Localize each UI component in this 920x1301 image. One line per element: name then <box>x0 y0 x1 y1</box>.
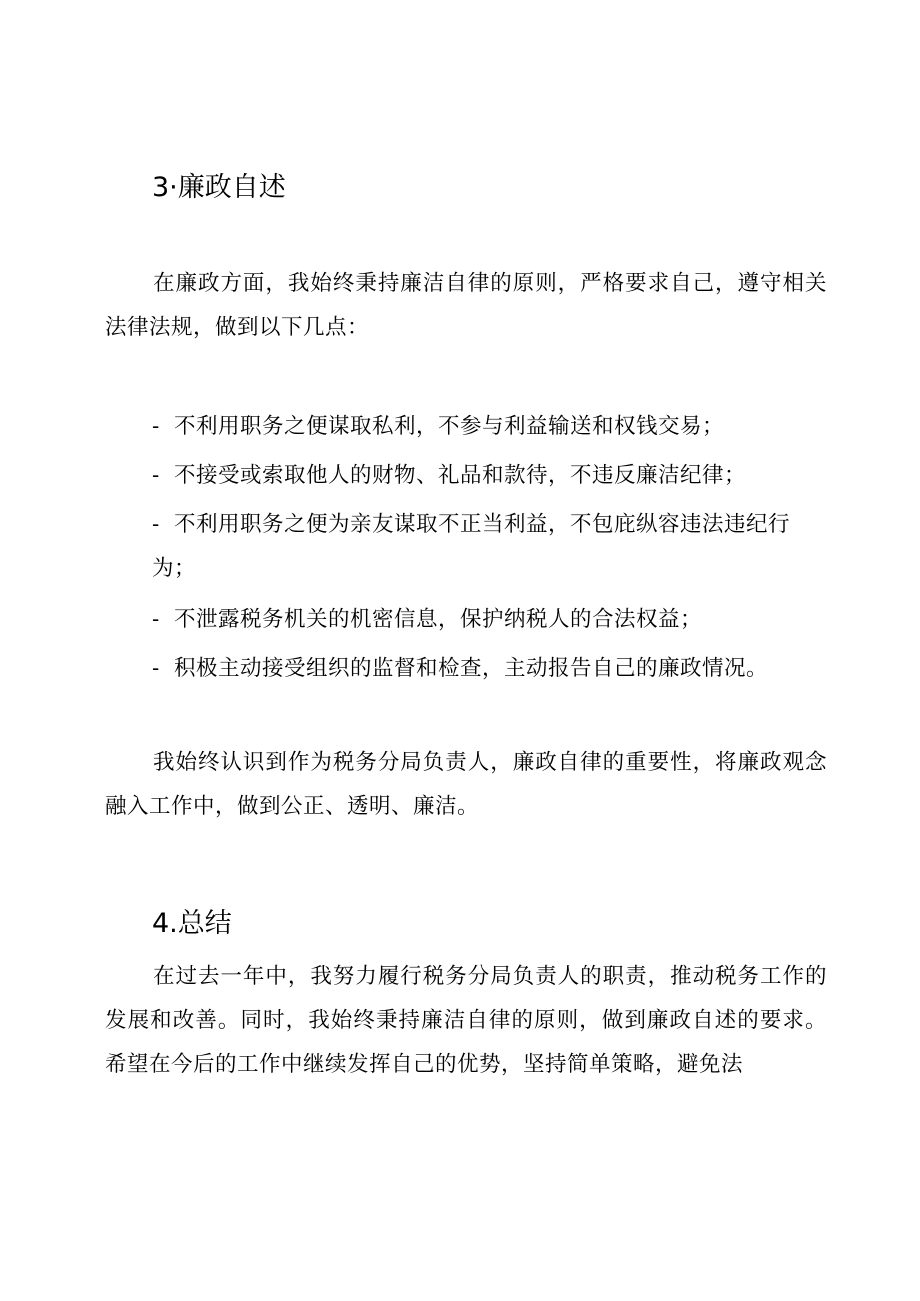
list-dash: - <box>152 414 160 439</box>
integrity-list-item <box>152 647 832 691</box>
list-item-text: 不利用职务之便为亲友谋取不正当利益，不包庇纵容违法违纪行为； <box>152 512 791 581</box>
integrity-list-item <box>152 598 832 642</box>
list-dash: - <box>152 607 160 632</box>
integrity-closing-paragraph: 我始终认识到作为税务分局负责人，廉政自律的重要性，将廉政观念融入工作中，做到公正、透明、廉洁。 <box>105 750 827 819</box>
integrity-list-item <box>152 503 832 591</box>
list-item-text: 不利用职务之便谋取私利，不参与利益输送和权钱交易； <box>174 414 725 439</box>
section-heading-summary: 4.总结 <box>152 908 232 939</box>
section-heading-integrity: 3·廉政自述 <box>152 172 286 203</box>
list-dash: - <box>152 512 160 537</box>
list-item-text: 积极主动接受组织的监督和检查，主动报告自己的廉政情况。 <box>174 656 769 681</box>
list-item-text: 不泄露税务机关的机密信息，保护纳税人的合法权益； <box>174 607 703 632</box>
summary-paragraph: 在过去一年中，我努力履行税务分局负责人的职责，推动税务工作的发展和改善。同时，我始终秉持廉洁自律的原则，做到廉政自述的要求。希望在今后的工作中继续发挥自己的优势，坚持简单策略，避免法 <box>105 964 827 1077</box>
integrity-list-item <box>152 454 832 498</box>
integrity-list-item <box>152 405 832 449</box>
list-dash: - <box>152 463 160 488</box>
integrity-intro-paragraph: 在廉政方面，我始终秉持廉洁自律的原则，严格要求自己，遵守相关法律法规，做到以下几点： <box>105 271 827 340</box>
list-dash: - <box>152 656 160 681</box>
list-item-text: 不接受或索取他人的财物、礼品和款待，不违反廉洁纪律； <box>174 463 747 488</box>
